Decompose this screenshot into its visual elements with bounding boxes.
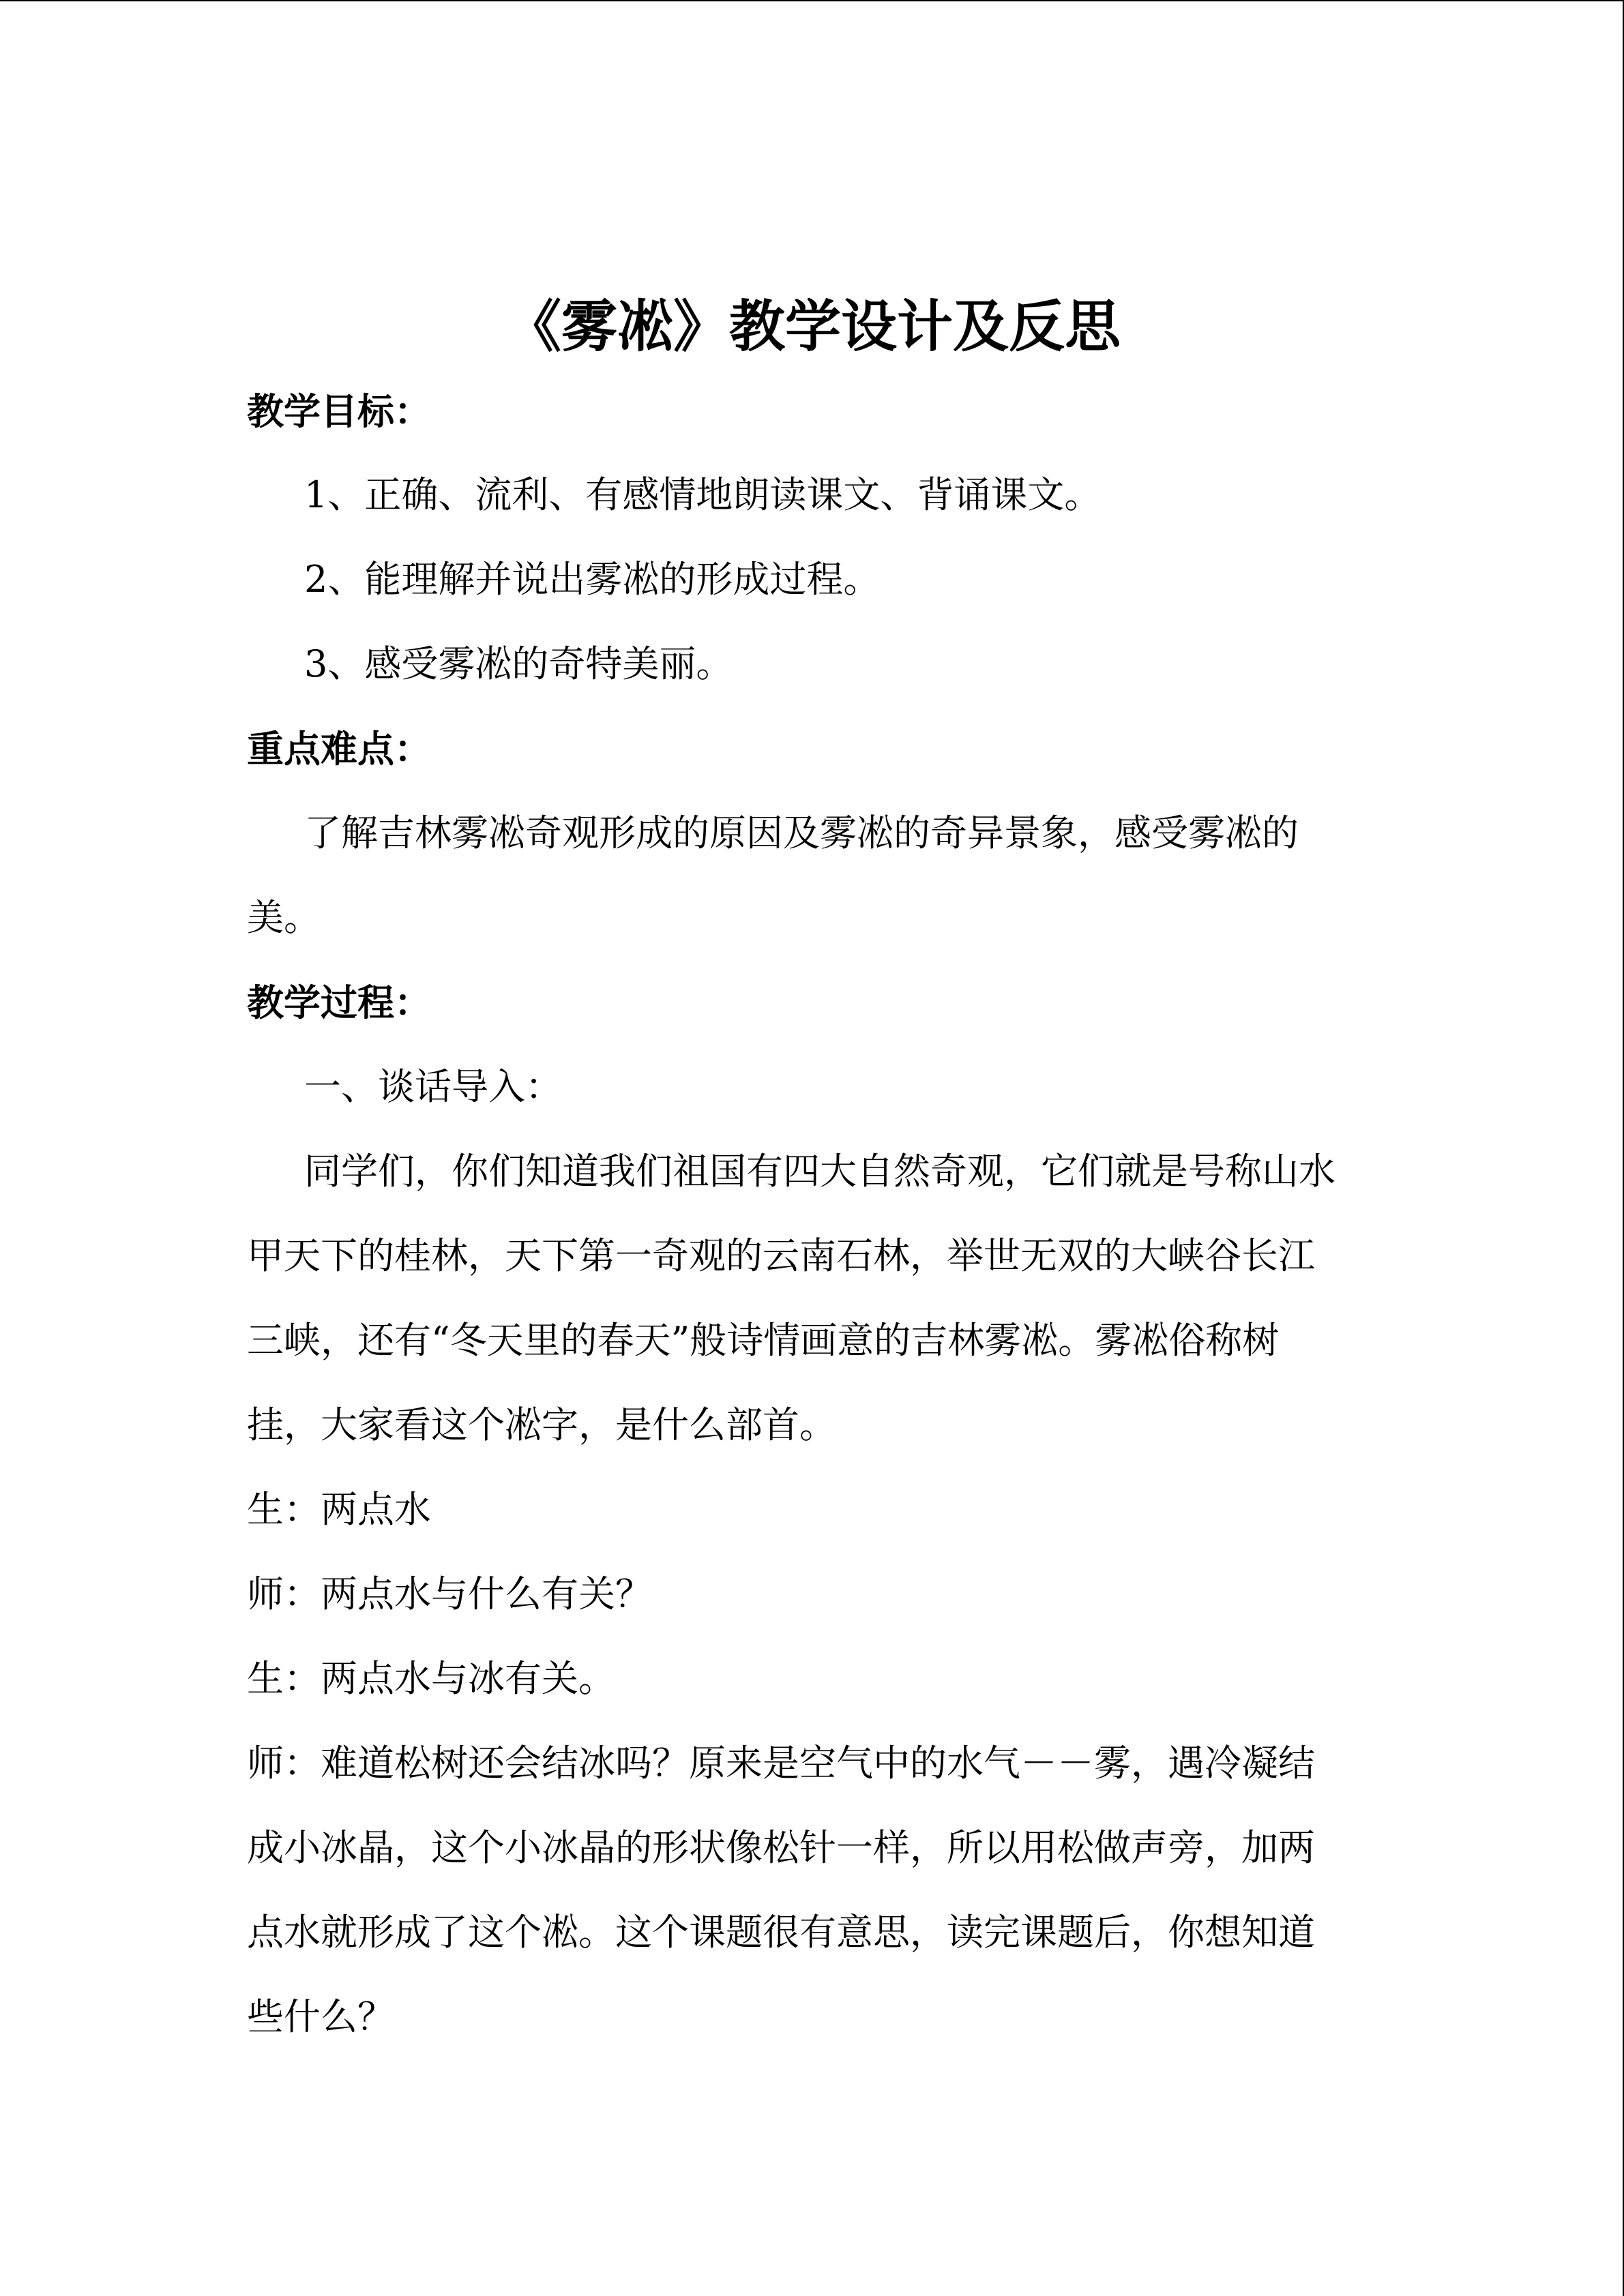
intro-paragraph-line: 挂，大家看这个凇字，是什么部首。 [247,1403,836,1446]
key-points-line: 了解吉林雾凇奇观形成的原因及雾凇的奇异景象，感受雾凇的 [304,811,1299,854]
dialogue-line: 生：两点水与冰有关。 [247,1657,615,1700]
explanation-line: 师：难道松树还会结冰吗？原来是空气中的水气－－雾，遇冷凝结 [247,1742,1315,1785]
section-heading: 一、谈话导入： [304,1065,562,1108]
process-heading: 教学过程： [247,981,431,1024]
explanation-line: 些什么？ [247,1995,394,2038]
objectives-heading: 教学目标： [247,389,431,433]
dialogue-line: 师：两点水与什么有关？ [247,1572,652,1615]
key-points-line: 美。 [247,896,321,939]
intro-paragraph-line: 三峡，还有“冬天里的春天”般诗情画意的吉林雾凇。雾凇俗称树 [247,1319,1280,1362]
objective-item: 2、能理解并说出雾凇的形成过程。 [304,558,881,601]
document-title: 《雾凇》教学设计及反思 [505,294,1121,359]
dialogue-line: 生：两点水 [247,1488,431,1531]
intro-paragraph-line: 甲天下的桂林，天下第一奇观的云南石林，举世无双的大峡谷长江 [247,1234,1315,1277]
objective-item: 1、正确、流利、有感情地朗读课文、背诵课文。 [304,473,1102,516]
objective-item: 3、感受雾凇的奇特美丽。 [304,642,733,685]
explanation-line: 成小冰晶，这个小冰晶的形状像松针一样，所以用松做声旁，加两 [247,1826,1315,1869]
intro-paragraph-line: 同学们，你们知道我们祖国有四大自然奇观，它们就是号称山水 [304,1150,1335,1193]
key-points-heading: 重点难点： [247,727,431,771]
explanation-line: 点水就形成了这个凇。这个课题很有意思，读完课题后，你想知道 [247,1911,1315,1954]
